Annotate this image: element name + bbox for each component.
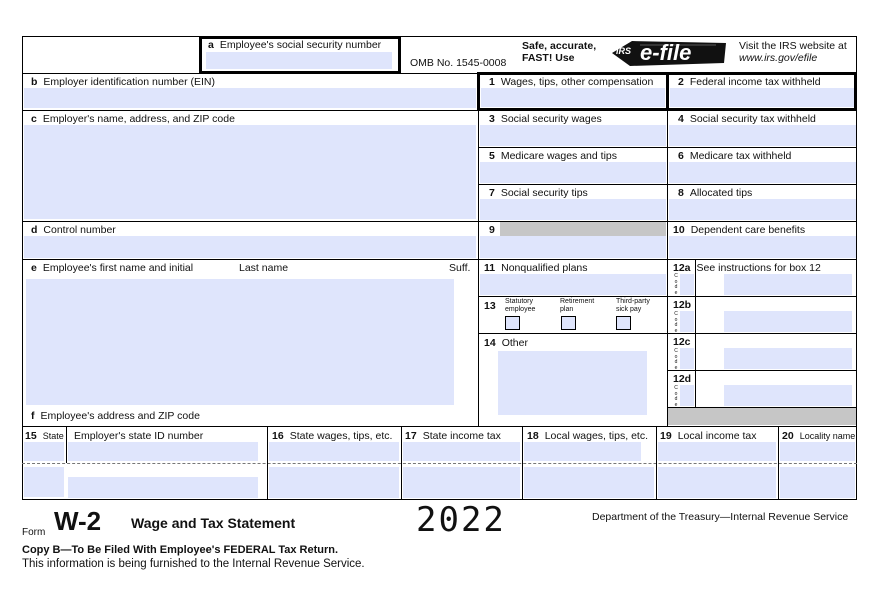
divider — [478, 296, 667, 297]
tax-year: 2022 — [416, 500, 506, 540]
divider — [22, 221, 857, 222]
box-10-input[interactable] — [669, 236, 856, 258]
box-12b-label: 12b — [673, 299, 692, 311]
box-12b-amount-input[interactable] — [724, 311, 852, 332]
box-5-input[interactable] — [480, 162, 666, 183]
divider — [667, 73, 668, 426]
box-19-input[interactable] — [658, 442, 776, 461]
form-name: W-2 — [54, 506, 102, 536]
box-19-input-2[interactable] — [658, 467, 776, 498]
state-input[interactable] — [24, 442, 64, 461]
box-20-input[interactable] — [780, 442, 855, 461]
efile-logo-text: e-file — [640, 40, 692, 65]
box-12c-code-input[interactable] — [680, 348, 694, 369]
box-2-input[interactable] — [670, 88, 854, 107]
box-10-label: 10 Dependent care benefits — [673, 224, 806, 236]
code-label: C o d e — [674, 273, 678, 296]
box-18-input[interactable] — [524, 442, 641, 461]
box-15-label: 15 State — [25, 430, 64, 442]
box-e-label: e Employee's first name and initial — [31, 262, 194, 274]
box-12d-amount-input[interactable] — [724, 385, 852, 406]
divider — [401, 426, 402, 500]
box-12a-code-input[interactable] — [680, 274, 694, 295]
shaded-area — [668, 408, 856, 425]
safe-text: Safe, accurate, — [522, 40, 597, 52]
box-5-label: 5 Medicare wages and tips — [489, 150, 617, 162]
efile-logo — [608, 37, 732, 69]
ssn-label: a Employee's social security number — [208, 39, 382, 51]
omb-number: OMB No. 1545-0008 — [410, 57, 507, 69]
box-9-input[interactable] — [480, 236, 666, 258]
divider — [22, 259, 857, 260]
copy-b-text: Copy B—To Be Filed With Employee's FEDERAL Tax Return. — [22, 544, 339, 556]
ein-input[interactable] — [24, 88, 476, 108]
code-label: C o d e — [674, 311, 678, 334]
box-19-label: 19 Local income tax — [660, 430, 757, 442]
dashed-divider — [22, 463, 857, 464]
suffix-label: Suff. — [449, 262, 471, 274]
divider — [478, 333, 667, 334]
box-12c-amount-input[interactable] — [724, 348, 852, 369]
box-12b-code-input[interactable] — [680, 311, 694, 332]
box-14-input[interactable] — [498, 351, 647, 415]
statutory-label: employee — [505, 306, 536, 313]
box-12a-amount-input[interactable] — [724, 274, 852, 295]
state-input-2[interactable] — [24, 467, 64, 497]
divider — [478, 73, 479, 426]
last-name-label: Last name — [239, 262, 289, 274]
box-9-label: 9 — [489, 224, 495, 236]
form-word: Form — [22, 527, 46, 538]
state-id-label: Employer's state ID number — [74, 430, 204, 442]
box-2-label: 2 Federal income tax withheld — [678, 76, 821, 88]
box-16-input-2[interactable] — [269, 467, 399, 498]
box-11-input[interactable] — [480, 274, 666, 295]
box-13-label: 13 — [484, 300, 496, 312]
box-3-label: 3 Social security wages — [489, 113, 602, 125]
box-11-label: 11 Nonqualified plans — [484, 262, 588, 274]
box-17-input[interactable] — [403, 442, 520, 461]
safe-text: FAST! Use — [522, 52, 575, 64]
employee-name-address-input[interactable] — [26, 279, 454, 405]
box-1-input[interactable] — [481, 88, 665, 107]
box-20-label: 20 Locality name — [782, 430, 856, 442]
divider — [267, 426, 268, 500]
divider — [656, 426, 657, 500]
box-17-label: 17 State income tax — [405, 430, 501, 442]
divider — [22, 426, 857, 427]
box-8-label: 8 Allocated tips — [678, 187, 753, 199]
box-6-label: 6 Medicare tax withheld — [678, 150, 792, 162]
box-7-label: 7 Social security tips — [489, 187, 588, 199]
divider — [695, 259, 696, 407]
box-17-input-2[interactable] — [403, 467, 520, 498]
statutory-employee-checkbox[interactable] — [505, 316, 520, 330]
box-4-label: 4 Social security tax withheld — [678, 113, 816, 125]
employer-name-address-input[interactable] — [24, 125, 476, 219]
state-id-input-2[interactable] — [68, 477, 258, 498]
third-party-sick-pay-checkbox[interactable] — [616, 316, 631, 330]
state-id-input[interactable] — [68, 442, 258, 461]
divider — [778, 426, 779, 500]
department: Department of the Treasury—Internal Revenue Service — [592, 511, 849, 523]
box-16-label: 16 State wages, tips, etc. — [272, 430, 393, 442]
box-14-label: 14 Other — [484, 337, 528, 349]
divider — [522, 426, 523, 500]
divider — [66, 426, 67, 463]
code-label: C o d e — [674, 385, 678, 408]
sick-pay-label: Third-party — [616, 298, 650, 305]
visit-text: Visit the IRS website at — [739, 40, 847, 52]
box-7-input[interactable] — [480, 199, 666, 220]
sick-pay-label: sick pay — [616, 306, 642, 313]
box-12c-label: 12c — [673, 336, 691, 348]
box-3-input[interactable] — [480, 125, 666, 146]
box-9-shaded — [500, 222, 666, 236]
box-6-input[interactable] — [669, 162, 856, 183]
box-c-label: c Employer's name, address, and ZIP code — [31, 113, 235, 125]
furnished-text: This information is being furnished to the Internal Revenue Service. — [22, 558, 365, 570]
code-label: C o d e — [674, 348, 678, 371]
ssn-input[interactable] — [206, 52, 392, 69]
retirement-label: Retirement — [560, 298, 595, 305]
box-12d-label: 12d — [673, 373, 692, 385]
retirement-plan-checkbox[interactable] — [561, 316, 576, 330]
box-f-label: f Employee's address and ZIP code — [31, 410, 200, 422]
box-4-input[interactable] — [669, 125, 856, 146]
efile-logo-irs: IRS — [616, 46, 632, 56]
box-b-label: b Employer identification number (EIN) — [31, 76, 215, 88]
box-20-input-2[interactable] — [780, 467, 855, 498]
box-12d-code-input[interactable] — [680, 385, 694, 406]
box-18-input-2[interactable] — [524, 467, 654, 498]
retirement-label: plan — [560, 306, 574, 313]
box-1-label: 1 Wages, tips, other compensation — [489, 76, 654, 88]
statutory-label: Statutory — [505, 298, 534, 305]
box-12a-label: 12a See instructions for box 12 — [673, 262, 821, 274]
box-d-label: d Control number — [31, 224, 116, 236]
control-number-input[interactable] — [24, 236, 476, 258]
box-16-input[interactable] — [269, 442, 399, 461]
form-title: Wage and Tax Statement — [131, 515, 296, 531]
box-18-label: 18 Local wages, tips, etc. — [527, 430, 648, 442]
box-8-input[interactable] — [669, 199, 856, 220]
irs-url[interactable]: www.irs.gov/efile — [739, 52, 818, 64]
